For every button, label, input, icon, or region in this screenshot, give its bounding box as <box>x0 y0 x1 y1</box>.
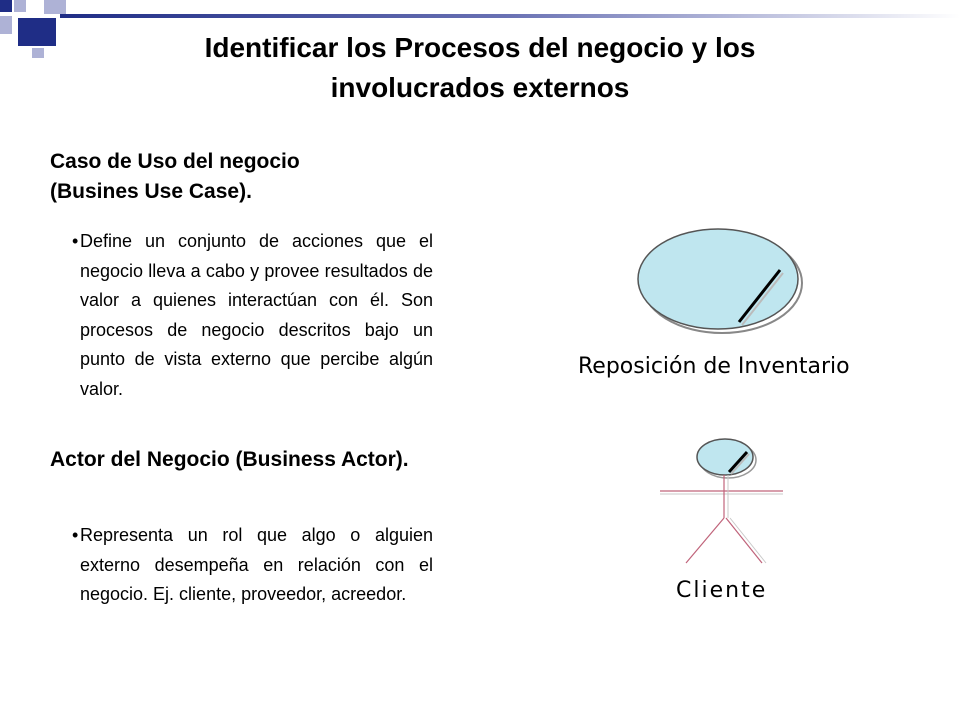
bullet-text: Representa un rol que algo o alguien externo desempeña en relación con el negocio. Ej. cliente, proveedor, acreedor. <box>80 525 433 604</box>
corner-square-navy-2 <box>18 18 56 46</box>
business-use-case-diagram <box>560 225 820 345</box>
header-gradient-bar <box>60 14 960 18</box>
actor-leg-right <box>726 518 762 563</box>
actor-leg-left <box>686 518 724 563</box>
business-actor-heading: Actor del Negocio (Business Actor). <box>50 448 409 471</box>
bullet-text: Define un conjunto de acciones que el negocio lleva a cabo y provee resultados de valor a quienes interactúan con él. Son procesos de negocio descritos bajo un punto de vista externo que percibe algún valor. <box>80 231 433 399</box>
corner-square-lavender-2 <box>44 0 66 14</box>
use-case-label: Reposición de Inventario <box>578 354 850 379</box>
bullet-marker: • <box>72 231 79 251</box>
business-use-case-description <box>72 227 433 404</box>
corner-square-navy-1 <box>0 0 12 12</box>
business-use-case-heading <box>50 147 433 207</box>
actor-leg-right-shadow <box>730 518 766 563</box>
business-actor-diagram <box>640 430 800 575</box>
corner-square-lavender-3 <box>0 16 12 34</box>
corner-square-lavender-4 <box>32 48 44 58</box>
slide-title <box>100 28 860 108</box>
title-line-2: involucrados externos <box>330 72 630 103</box>
actor-label: Cliente <box>676 578 768 603</box>
title-line-1: Identificar los Procesos del negocio y los <box>204 32 756 63</box>
heading-line-2: (Busines Use Case). <box>50 180 252 203</box>
heading-line-1: Caso de Uso del negocio <box>50 150 300 173</box>
corner-square-lavender-1 <box>14 0 26 12</box>
bullet-marker: • <box>72 525 79 545</box>
business-actor-description <box>72 521 433 610</box>
actor-head <box>697 439 753 475</box>
